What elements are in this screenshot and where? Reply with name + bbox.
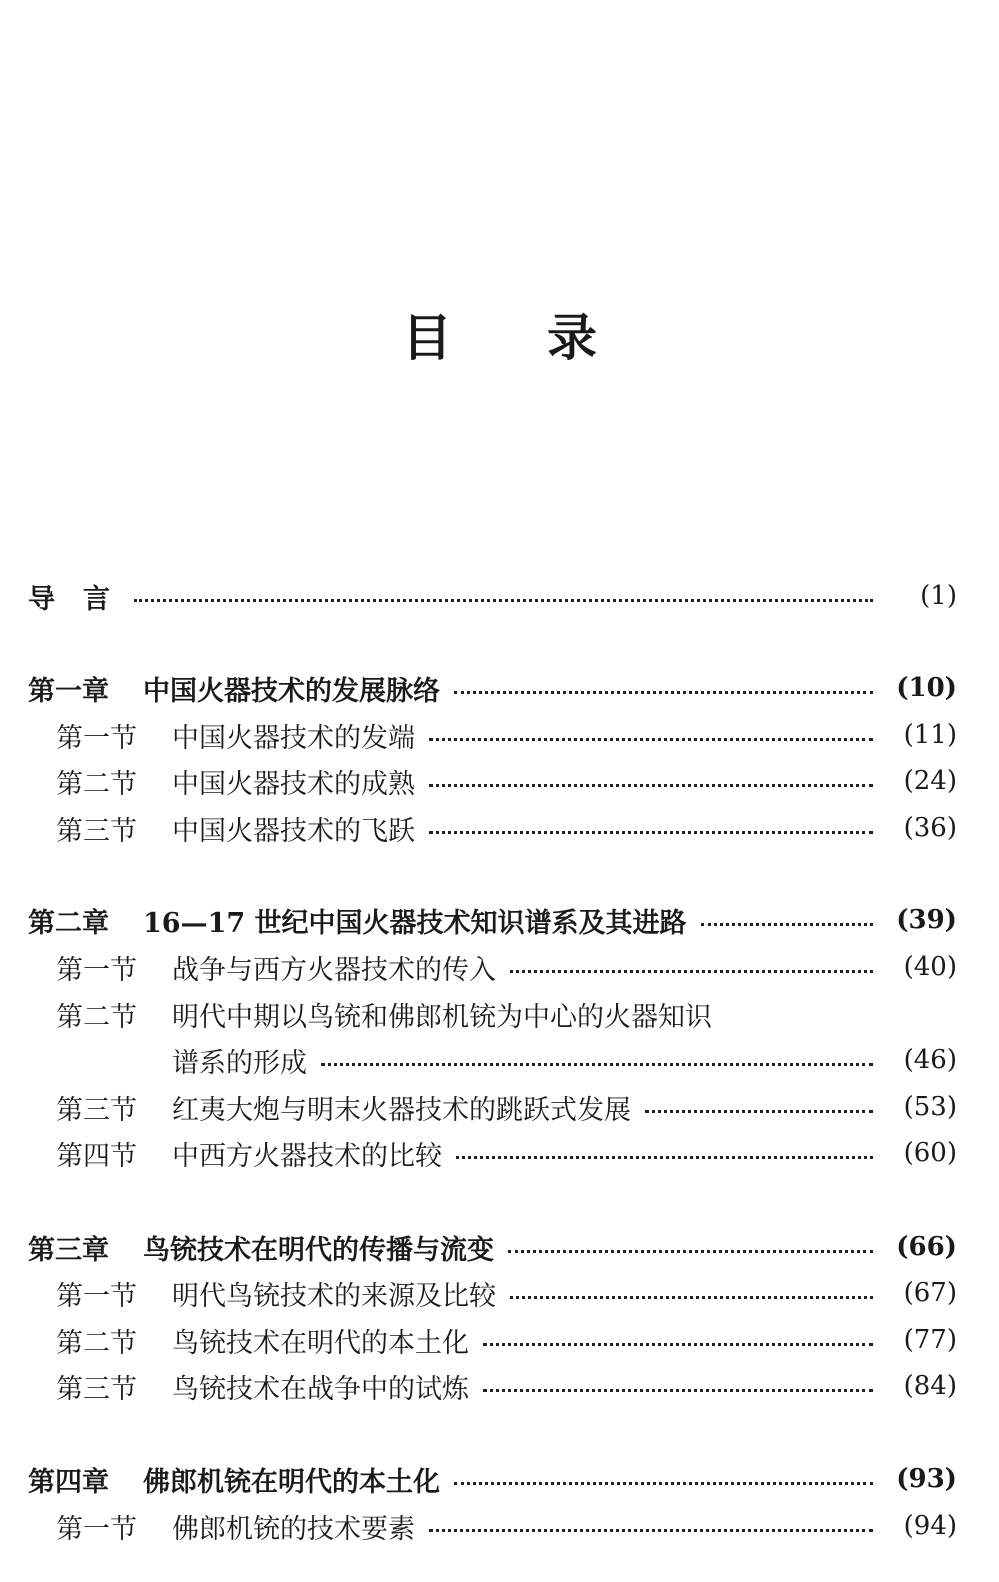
- section-label: 第三节: [56, 1094, 137, 1126]
- page-number: (11): [903, 720, 957, 750]
- toc-chapter-2[interactable]: [0, 898, 999, 942]
- chapter-label: 第二章: [28, 907, 109, 939]
- toc-section-3-3[interactable]: [0, 1364, 999, 1408]
- section-label: 第三节: [56, 1373, 137, 1405]
- chapter-label: 第一章: [28, 675, 109, 707]
- dot-leader: [454, 1482, 873, 1485]
- title-char-2: 录: [547, 308, 597, 367]
- chapter-label: 第四章: [28, 1466, 109, 1498]
- dot-leader: [321, 1063, 873, 1066]
- dot-leader: [508, 1250, 873, 1253]
- section-title: 中国火器技术的飞跃: [172, 815, 415, 847]
- toc-section-3-1[interactable]: [0, 1271, 999, 1315]
- title-char-1: 目: [402, 308, 452, 367]
- toc-section-4-1[interactable]: [0, 1504, 999, 1548]
- section-title: 战争与西方火器技术的传入: [172, 954, 496, 986]
- dot-leader: [510, 1296, 873, 1299]
- page-number: (84): [903, 1371, 957, 1401]
- page-number: (77): [903, 1325, 957, 1355]
- page-number: (67): [903, 1278, 957, 1308]
- page-number: (94): [903, 1511, 957, 1541]
- chapter-title: 鸟铳技术在明代的传播与流变: [143, 1234, 494, 1266]
- section-label: 第四节: [56, 1140, 137, 1172]
- section-label: 第三节: [56, 815, 137, 847]
- toc-section-1-1[interactable]: [0, 713, 999, 757]
- section-label: 第二节: [56, 1001, 137, 1033]
- page-number: (40): [903, 952, 957, 982]
- section-label: 第一节: [56, 954, 137, 986]
- dot-leader: [454, 691, 873, 694]
- dot-leader: [483, 1343, 873, 1346]
- dot-leader: [429, 784, 873, 787]
- page-number: (66): [896, 1232, 957, 1262]
- toc-section-2-4[interactable]: [0, 1131, 999, 1175]
- page-number: (53): [903, 1092, 957, 1122]
- section-label: 第一节: [56, 1513, 137, 1545]
- section-title: 明代鸟铳技术的来源及比较: [172, 1280, 496, 1312]
- toc-section-2-1[interactable]: [0, 945, 999, 989]
- dot-leader: [645, 1110, 873, 1113]
- page-number: (10): [896, 673, 957, 703]
- toc-entry-intro[interactable]: [0, 574, 999, 618]
- dot-leader: [483, 1389, 873, 1392]
- page-number: (24): [903, 766, 957, 796]
- chapter-title: 16—17 世纪中国火器技术知识谱系及其进路: [143, 907, 687, 939]
- chapter-title: 佛郎机铳在明代的本土化: [143, 1466, 440, 1498]
- toc-section-1-2[interactable]: [0, 759, 999, 803]
- dot-leader: [134, 599, 873, 602]
- section-title: 鸟铳技术在战争中的试炼: [172, 1373, 469, 1405]
- toc-section-2-2-continuation[interactable]: [0, 1038, 999, 1082]
- dot-leader: [429, 1529, 873, 1532]
- section-title-continuation: 谱系的形成: [172, 1047, 307, 1079]
- page-number: (60): [903, 1138, 957, 1168]
- dot-leader: [429, 831, 873, 834]
- page-number: (93): [896, 1464, 957, 1494]
- dot-leader: [429, 738, 873, 741]
- section-title: 中西方火器技术的比较: [172, 1140, 442, 1172]
- toc-chapter-3[interactable]: [0, 1225, 999, 1269]
- chapter-title: 中国火器技术的发展脉络: [143, 675, 440, 707]
- chapter-label: 第三章: [28, 1234, 109, 1266]
- page-number: (36): [903, 813, 957, 843]
- toc-section-2-3[interactable]: [0, 1085, 999, 1129]
- page-number: (1): [920, 581, 957, 611]
- section-title: 明代中期以鸟铳和佛郎机铳为中心的火器知识: [172, 1001, 712, 1033]
- section-title: 中国火器技术的成熟: [172, 768, 415, 800]
- page-title: [0, 298, 999, 370]
- page-number: (39): [896, 905, 957, 935]
- toc-section-1-3[interactable]: [0, 806, 999, 850]
- section-title: 佛郎机铳的技术要素: [172, 1513, 415, 1545]
- toc-section-3-2[interactable]: [0, 1318, 999, 1362]
- page-number: (46): [903, 1045, 957, 1075]
- section-label: 第二节: [56, 1327, 137, 1359]
- section-title: 红夷大炮与明末火器技术的跳跃式发展: [172, 1094, 631, 1126]
- intro-label: 导言: [28, 583, 138, 615]
- section-label: 第一节: [56, 722, 137, 754]
- dot-leader: [701, 923, 873, 926]
- section-label: 第二节: [56, 768, 137, 800]
- section-label: 第一节: [56, 1280, 137, 1312]
- dot-leader: [456, 1156, 873, 1159]
- toc-chapter-4[interactable]: [0, 1457, 999, 1501]
- toc-chapter-1[interactable]: [0, 666, 999, 710]
- dot-leader: [510, 970, 873, 973]
- toc-section-2-2[interactable]: [0, 992, 999, 1036]
- section-title: 中国火器技术的发端: [172, 722, 415, 754]
- section-title: 鸟铳技术在明代的本土化: [172, 1327, 469, 1359]
